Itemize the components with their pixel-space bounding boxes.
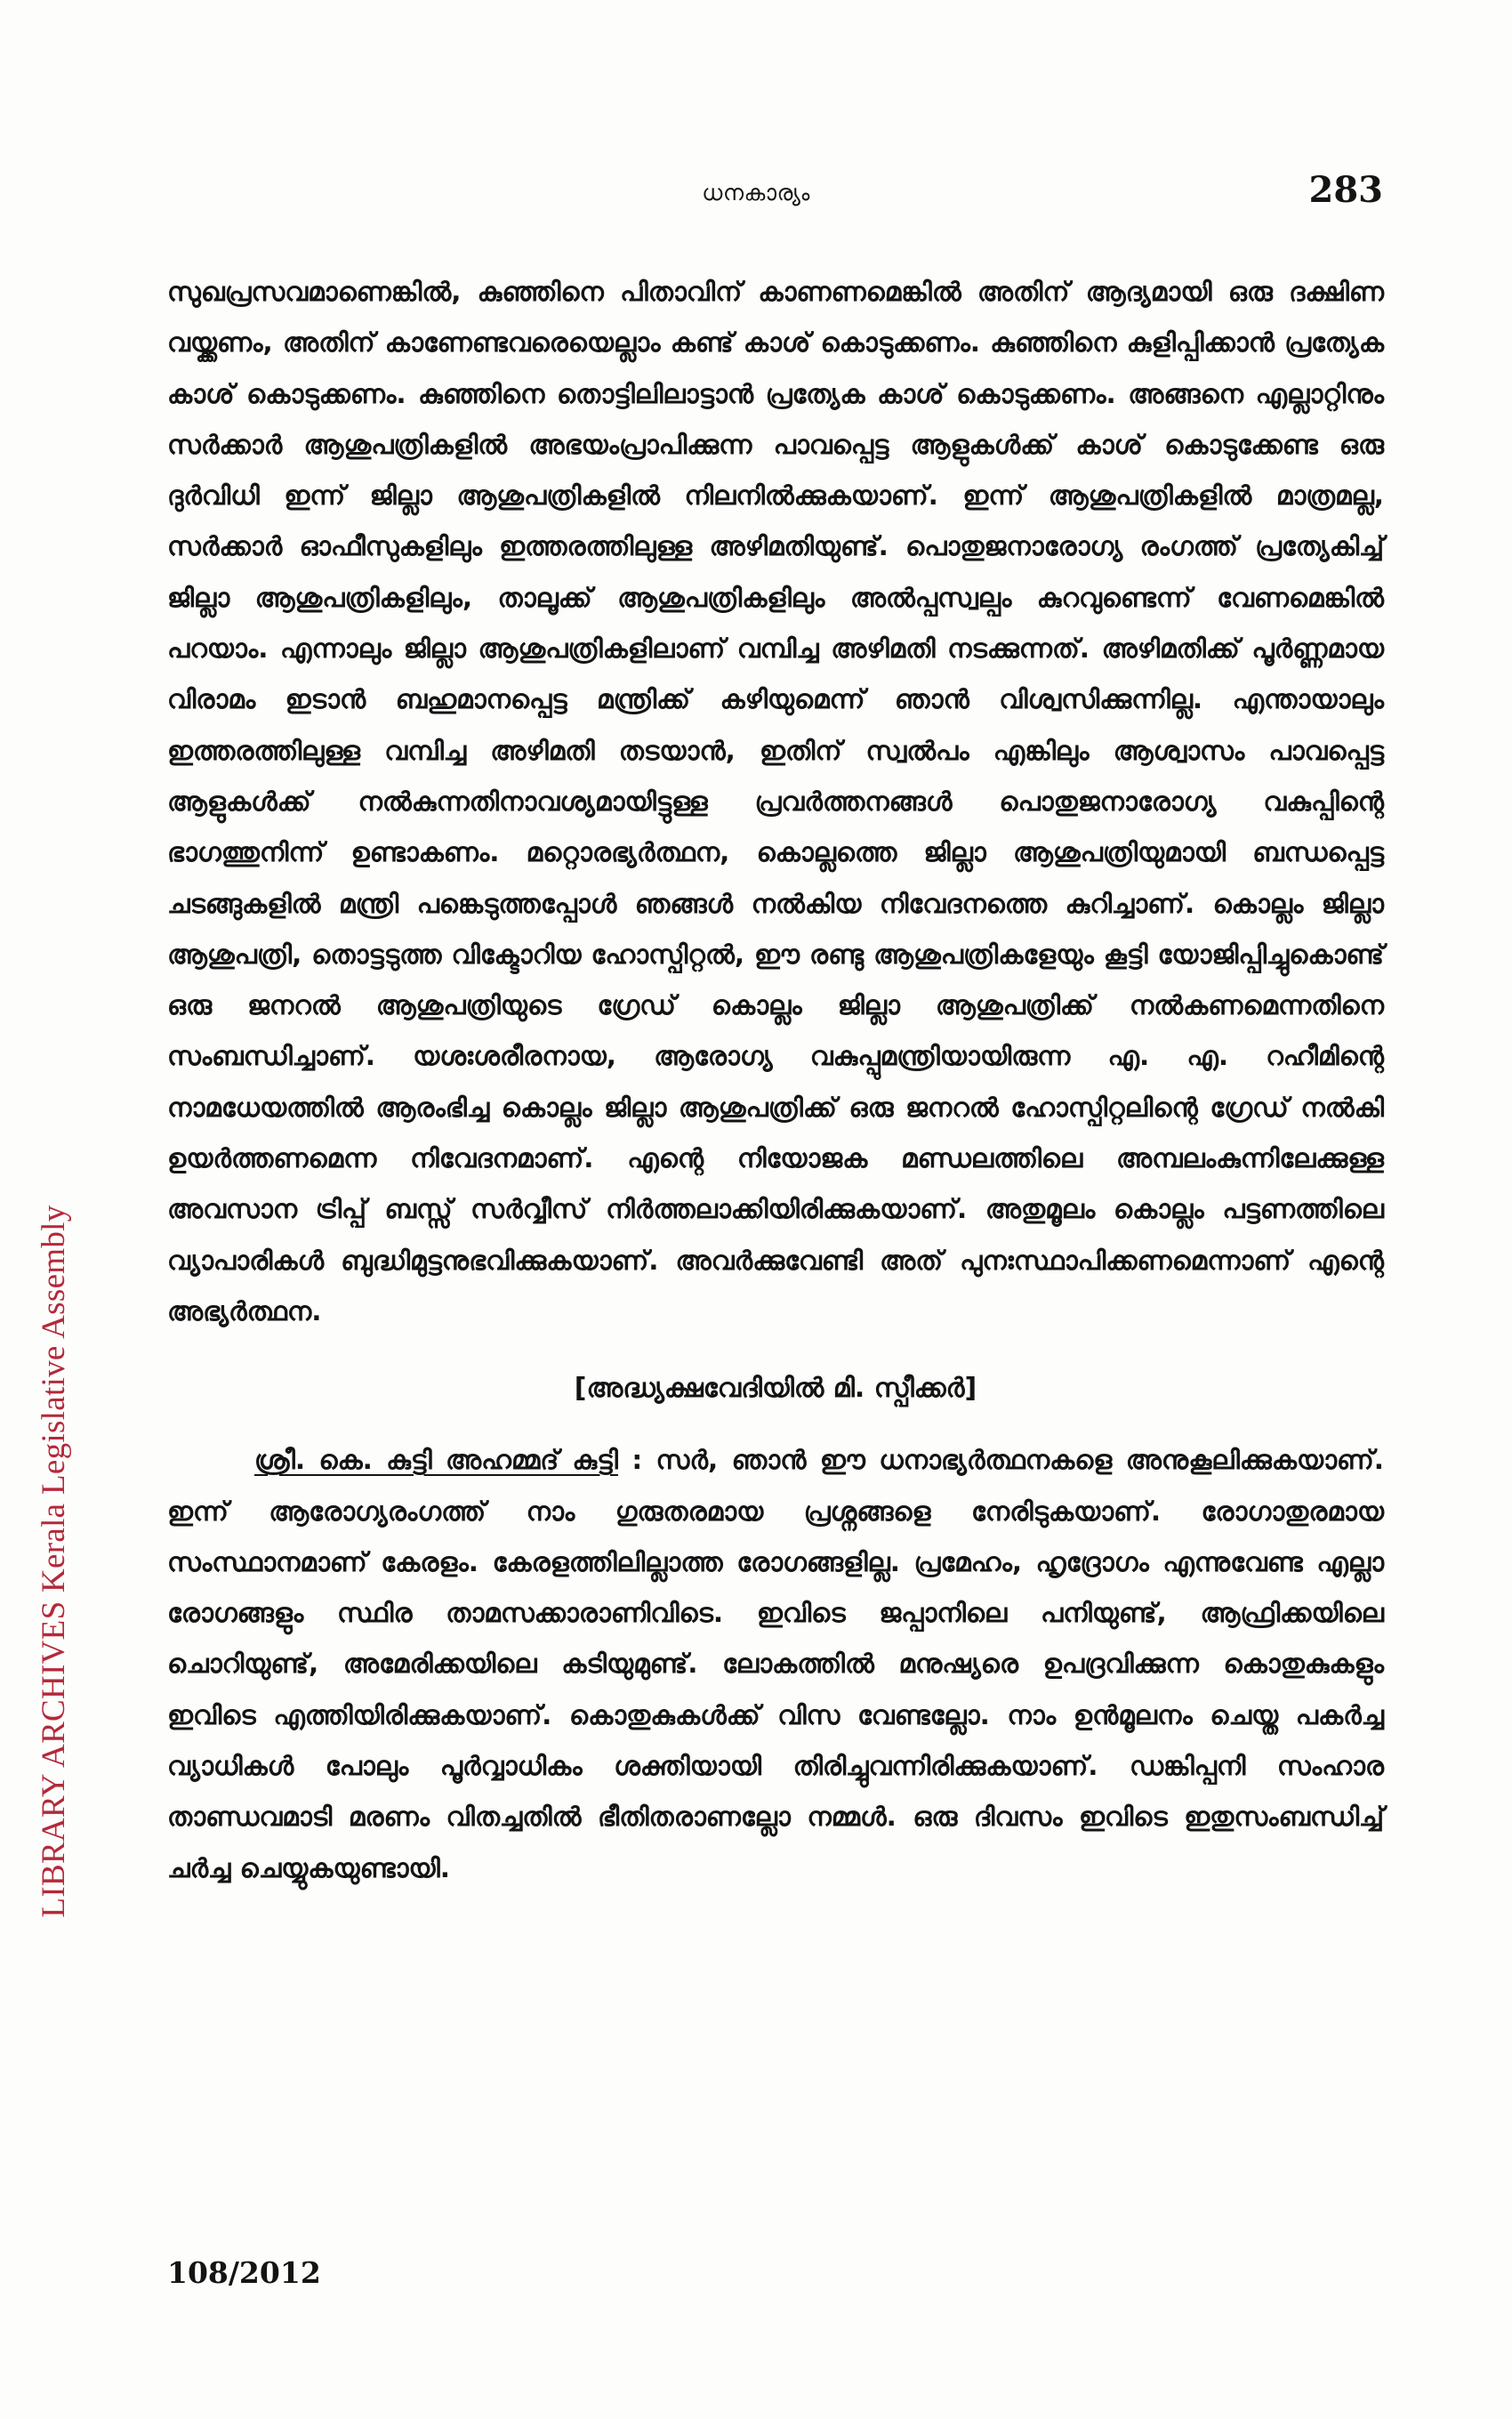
stage-direction: [അദ്ധ്യക്ഷവേദിയിൽ മി. സ്പീക്കർ] [574,1373,977,1405]
page-body [167,267,1384,1894]
speaker-separator: : [617,1445,656,1476]
speaker-name: ശ്രീ. കെ. കുട്ടി അഹമ്മദ് കുട്ടി [254,1445,618,1476]
footer-code: 108/2012 [167,2255,321,2290]
speech-paragraph [167,1435,1384,1894]
running-title: ധനകാര്യം [702,180,810,206]
paragraph-continued: സുഖപ്രസവമാണെങ്കിൽ, കുഞ്ഞിനെ പിതാവിന് കാണണമെങ്കിൽ അതിന് ആദ്യമായി ഒരു ദക്ഷിണ വയ്ക്കണം, അതിന് കാണേണ്ടവരെയെല്ലാം കണ്ട് കാശ് കൊടുക്കണം. കുഞ്ഞിനെ കുളിപ്പിക്കാൻ പ്രത്യേക കാശ് കൊടുക്കണം. കുഞ്ഞിനെ തൊട്ടിലിലാട്ടാൻ പ്രത്യേക കാശ് കൊടുക്കണം. അങ്ങനെ എല്ലാറ്റിനും സർക്കാർ ആശുപത്രികളിൽ അഭയംപ്രാപിക്കുന്ന പാവപ്പെട്ട ആളുകൾക്ക് കാശ് കൊടുക്കേണ്ട ഒരു ദുർവിധി ഇന്ന് ജില്ലാ ആശുപത്രികളിൽ നിലനിൽക്കുകയാണ്. ഇന്ന് ആശുപത്രികളിൽ മാത്രമല്ല, സർക്കാർ ഓഫീസുകളിലും ഇത്തരത്തിലുള്ള അഴിമതിയുണ്ട്. പൊതുജനാരോഗ്യ രംഗത്ത് പ്രത്യേകിച്ച് ജില്ലാ ആശുപത്രികളിലും, താലൂക്ക് ആശുപത്രികളിലും അൽപ്പസ്വല്പം കുറവുണ്ടെന്ന് വേണമെങ്കിൽ പറയാം. എന്നാലും ജില്ലാ ആശുപത്രികളിലാണ് വമ്പിച്ച അഴിമതി നടക്കുന്നത്. അഴിമതിക്ക് പൂർണ്ണമായ വിരാമം ഇടാൻ ബഹുമാനപ്പെട്ട മന്ത്രിക്ക് കഴിയുമെന്ന് ഞാൻ വിശ്വസിക്കുന്നില്ല. എന്തായാലും ഇത്തരത്തിലുള്ള വമ്പിച്ച അഴിമതി തടയാൻ, ഇതിന് സ്വൽപം എങ്കിലും ആശ്വാസം പാവപ്പെട്ട ആളുകൾക്ക് നൽകുന്നതിനാവശ്യമായിട്ടുള്ള പ്രവർത്തനങ്ങൾ പൊതുജനാരോഗ്യ വകുപ്പിന്റെ ഭാഗത്തുനിന്ന് ഉണ്ടാകണം. മറ്റൊരഭ്യർത്ഥന, കൊല്ലത്തെ ജില്ലാ ആശുപത്രിയുമായി ബന്ധപ്പെട്ട ചടങ്ങുകളിൽ മന്ത്രി പങ്കെടുത്തപ്പോൾ ഞങ്ങൾ നൽകിയ നിവേദനത്തെ കുറിച്ചാണ്. കൊല്ലം ജില്ലാ ആശുപത്രി, തൊട്ടടുത്ത വിക്ടോറിയ ഹോസ്പിറ്റൽ, ഈ രണ്ടു ആശുപത്രികളേയും കൂട്ടി യോജിപ്പിച്ചുകൊണ്ട് ഒരു ജനറൽ ആശുപത്രിയുടെ ഗ്രേഡ് കൊല്ലം ജില്ലാ ആശുപത്രിക്ക് നൽകണമെന്നതിനെ സംബന്ധിച്ചാണ്. യശഃശരീരനായ, ആരോഗ്യ വകുപ്പുമന്ത്രിയായിരുന്ന എ. എ. റഹീമിന്റെ നാമധേയത്തിൽ ആരംഭിച്ച കൊല്ലം ജില്ലാ ആശുപത്രിക്ക് ഒരു ജനറൽ ഹോസ്പിറ്റലിന്റെ ഗ്രേഡ് നൽകി ഉയർത്തണമെന്ന നിവേദനമാണ്. എന്റെ നിയോജക മണ്ഡലത്തിലെ അമ്പലംകുന്നിലേക്കുള്ള അവസാന ട്രിപ്പ് ബസ്സ് സർവ്വീസ് നിർത്തലാക്കിയിരിക്കുകയാണ്. അതുമൂലം കൊല്ലം പട്ടണത്തിലെ വ്യാപാരികൾ ബുദ്ധിമുട്ടനുഭവിക്കുകയാണ്. അവർക്കുവേണ്ടി അത് പുനഃസ്ഥാപിക്കണമെന്നാണ് എന്റെ അഭ്യർത്ഥന. [167,277,1384,1326]
archive-watermark: LIBRARY ARCHIVES Kerala Legislative Assembly [36,1205,72,1918]
speech-text: സർ, ഞാൻ ഈ ധനാഭ്യർത്ഥനകളെ അനുകൂലിക്കുകയാണ്. ഇന്ന് ആരോഗ്യരംഗത്ത് നാം ഗുരുതരമായ പ്രശ്നങ്ങളെ നേരിടുകയാണ്. രോഗാതുരമായ സംസ്ഥാനമാണ് കേരളം. കേരളത്തിലില്ലാത്ത രോഗങ്ങളില്ല. പ്രമേഹം, ഹൃദ്രോഗം എന്നുവേണ്ട എല്ലാ രോഗങ്ങളും സ്ഥിര താമസക്കാരാണിവിടെ. ഇവിടെ ജപ്പാനിലെ പനിയുണ്ട്, ആഫ്രിക്കയിലെ ചൊറിയുണ്ട്, അമേരിക്കയിലെ കടിയുമുണ്ട്. ലോകത്തിൽ മനുഷ്യരെ ഉപദ്രവിക്കുന്ന കൊതുകുകളും ഇവിടെ എത്തിയിരിക്കുകയാണ്. കൊതുകുകൾക്ക് വിസ വേണ്ടല്ലോ. നാം ഉൻമൂലനം ചെയ്ത പകർച്ച വ്യാധികൾ പോലും പൂർവ്വാധികം ശക്തിയായി തിരിച്ചുവന്നിരിക്കുകയാണ്. ഡങ്കിപ്പനി സംഹാര താണ്ഡവമാടി മരണം വിതച്ചതിൽ ഭീതിതരാണല്ലോ നമ്മൾ. ഒരു ദിവസം ഇവിടെ ഇതുസംബന്ധിച്ച് ചർച്ച ചെയ്യുകയുണ്ടായി. [167,1445,1384,1883]
page-number: 283 [1308,169,1383,211]
